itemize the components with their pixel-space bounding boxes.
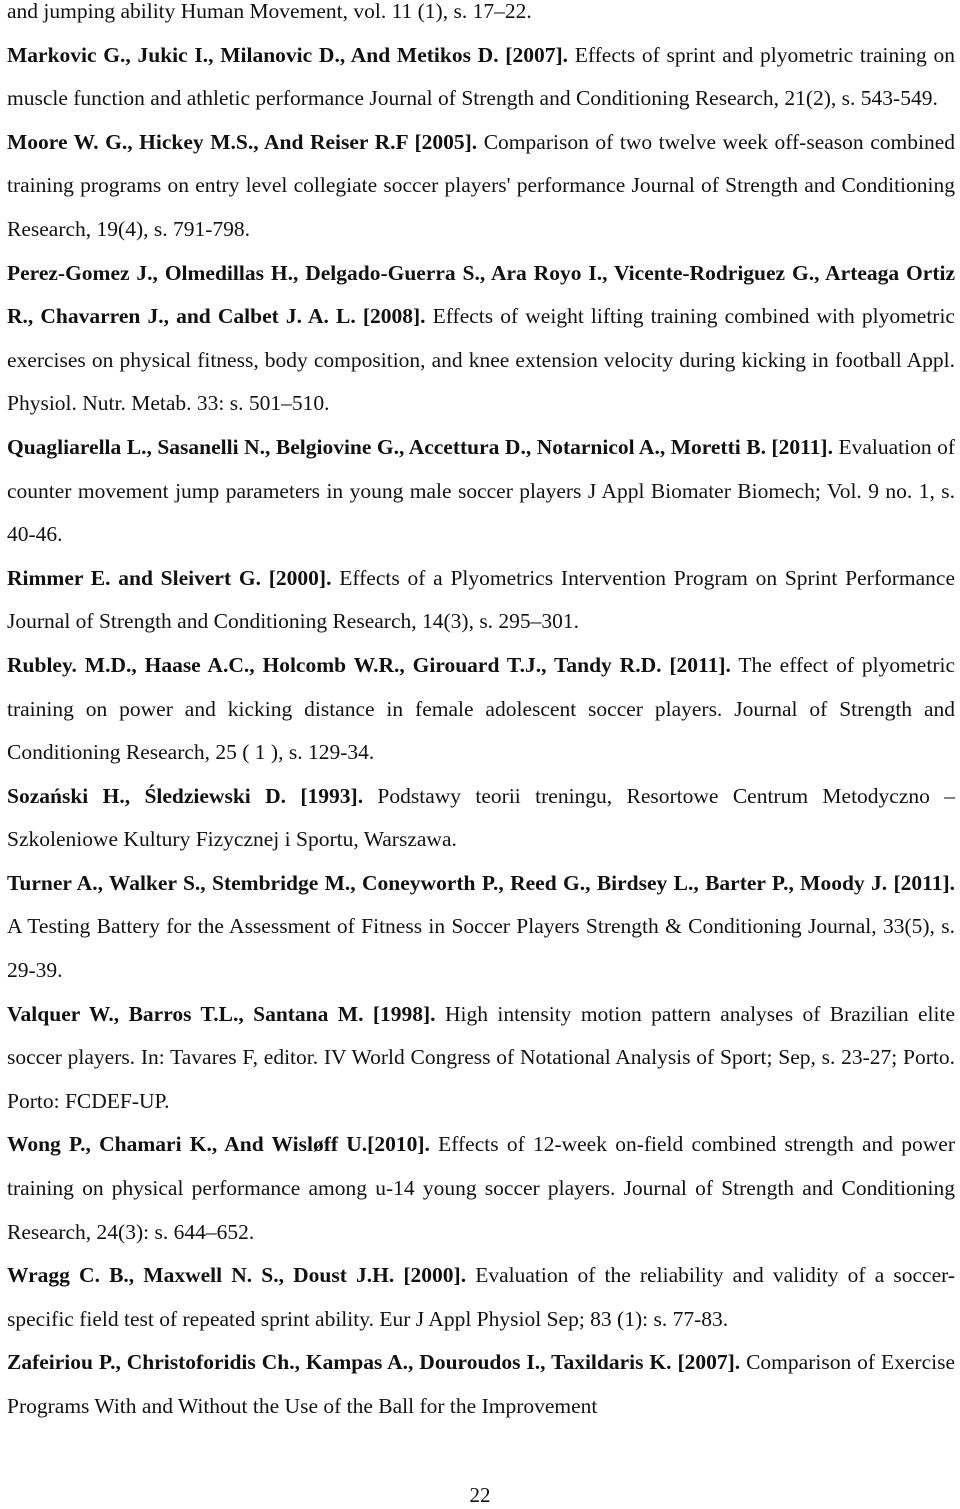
reference-authors: Perez-Gomez J., Olmedillas H., Delgado-Guerra S., Ara Royo I., Vicente-Rodriguez G., Arteaga Ortiz R., Chavarren J., and Calbet J. A. L. [2008]. — [7, 260, 955, 329]
reference-text: Effects of a Plyometrics Intervention Program on Sprint Performance Journal of Strength and Conditioning Research, 14(3), s. 295–301. — [7, 565, 955, 634]
reference-authors: Wragg C. B., Maxwell N. S., Doust J.H. [2000]. — [7, 1263, 467, 1288]
reference-entry — [7, 1341, 955, 1428]
reference-text: and jumping ability Human Movement, vol. 11 (1), s. 17–22. — [7, 0, 532, 23]
reference-entry — [7, 0, 955, 34]
page-number: 22 — [469, 1483, 491, 1507]
reference-entry — [7, 862, 955, 993]
reference-entry — [7, 993, 955, 1124]
reference-text: High intensity motion pattern analyses of Brazilian elite soccer players. In: Tavares F, editor. IV World Congress of Notational Analysis of Sport; Sep, s. 23-27; Porto. Porto: FCDEF-UP. — [7, 1001, 955, 1113]
reference-authors: Wong P., Chamari K., And Wisløff U.[2010]. — [7, 1132, 430, 1157]
reference-authors: Markovic G., Jukic I., Milanovic D., And Metikos D. [2007]. — [7, 42, 568, 67]
reference-entry — [7, 1123, 955, 1254]
reference-authors: Turner A., Walker S., Stembridge M., Coneyworth P., Reed G., Birdsey L., Barter P., Moody J. [2011]. — [7, 870, 955, 895]
reference-authors: Rubley. M.D., Haase A.C., Holcomb W.R., Girouard T.J., Tandy R.D. [2011]. — [7, 652, 731, 677]
reference-entry — [7, 1254, 955, 1341]
reference-entry — [7, 557, 955, 644]
reference-text: Evaluation of the reliability and validity of a soccer-specific field test of repeated sprint ability. Eur J Appl Physiol Sep; 83 (1): s. 77-83. — [7, 1263, 956, 1331]
reference-authors: Sozański H., Śledziewski D. [1993]. — [7, 783, 364, 808]
reference-text: The effect of plyometric training on power and kicking distance in female adolescent soccer players. Journal of Strength and Conditioning Research, 25 ( 1 ), s. 129-34. — [7, 652, 955, 765]
reference-text: Evaluation of counter movement jump parameters in young male soccer players J Appl Biomater Biomech; Vol. 9 no. 1, s. 40-46. — [7, 434, 955, 547]
reference-text: Podstawy teorii treningu, Resortowe Centrum Metodyczno – Szkoleniowe Kultury Fizycznej i Sportu, Warszawa. — [7, 783, 955, 852]
reference-authors: Moore W. G., Hickey M.S., And Reiser R.F [2005]. — [7, 129, 478, 154]
reference-authors: Rimmer E. and Sleivert G. [2000]. — [7, 565, 332, 590]
reference-text: Effects of weight lifting training combined with plyometric exercises on physical fitness, body composition, and knee extension velocity during kicking in football Appl. Physiol. Nutr. Metab. 33: s. 501–510. — [7, 304, 955, 416]
reference-entry — [7, 252, 955, 426]
reference-text: Comparison of two twelve week off-season combined training programs on entry level collegiate soccer players' performance Journal of Strength and Conditioning Research, 19(4), s. 791-798. — [7, 129, 955, 241]
reference-list — [7, 0, 955, 1429]
reference-authors: Zafeiriou P., Christoforidis Ch., Kampas A., Douroudos I., Taxildaris K. [2007]. — [7, 1350, 741, 1375]
reference-text: Effects of sprint and plyometric training on muscle function and athletic performance Journal of Strength and Conditioning Research, 21(2), s. 543-549. — [7, 42, 955, 111]
reference-entry — [7, 34, 955, 121]
reference-entry — [7, 775, 955, 862]
reference-text: A Testing Battery for the Assessment of Fitness in Soccer Players Strength & Conditioning Journal, 33(5), s. 29-39. — [7, 914, 955, 983]
reference-text: Effects of 12-week on-field combined strength and power training on physical performance among u-14 young soccer players. Journal of Strength and Conditioning Research, 24(3): s. 644–652. — [7, 1132, 955, 1244]
reference-entry — [7, 644, 955, 775]
reference-text: Comparison of Exercise Programs With and Without the Use of the Ball for the Improvement — [7, 1350, 955, 1418]
reference-entry — [7, 426, 955, 557]
reference-authors: Valquer W., Barros T.L., Santana M. [1998]. — [7, 1001, 436, 1026]
reference-entry — [7, 121, 955, 252]
reference-authors: Quagliarella L., Sasanelli N., Belgiovine G., Accettura D., Notarnicol A., Moretti B. [2011]. — [7, 434, 833, 459]
